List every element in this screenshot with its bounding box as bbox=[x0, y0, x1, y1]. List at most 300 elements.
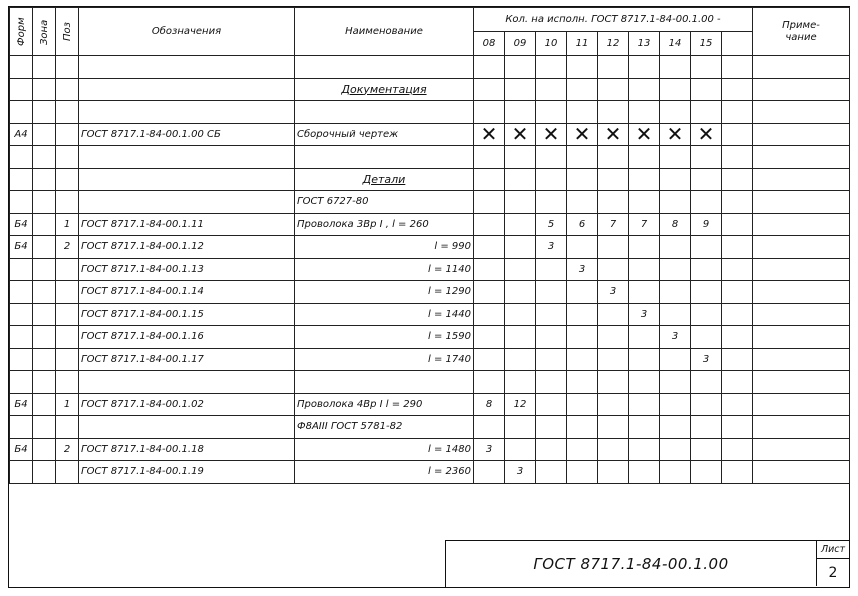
header-variant-12: 12 bbox=[598, 32, 629, 56]
cell-empty bbox=[753, 101, 850, 124]
cell-qty bbox=[474, 258, 505, 281]
header-name: Наименование bbox=[295, 8, 474, 56]
table-row bbox=[10, 326, 850, 349]
cell-empty bbox=[722, 146, 753, 169]
cell-designation: ГОСТ 8717.1-84-00.1.12 bbox=[79, 236, 295, 259]
cell-empty bbox=[56, 146, 79, 169]
cell-empty bbox=[536, 371, 567, 394]
table-row bbox=[10, 123, 850, 146]
specification-body bbox=[10, 56, 850, 484]
cell-note bbox=[753, 326, 850, 349]
cell-qty bbox=[722, 348, 753, 371]
cell-qty bbox=[536, 258, 567, 281]
table-row bbox=[10, 168, 850, 191]
cell-pos: 2 bbox=[56, 236, 79, 259]
cell-qty bbox=[629, 326, 660, 349]
cell-name: Сборочный чертеж bbox=[295, 123, 474, 146]
cell-pos bbox=[56, 348, 79, 371]
cell-qty bbox=[722, 326, 753, 349]
cell-pos bbox=[56, 258, 79, 281]
cell-qty bbox=[629, 236, 660, 259]
cell-qty bbox=[567, 348, 598, 371]
cell-qty bbox=[536, 348, 567, 371]
cell-designation: ГОСТ 8717.1-84-00.1.19 bbox=[79, 461, 295, 484]
header-variant-09: 09 bbox=[505, 32, 536, 56]
cell-empty bbox=[567, 78, 598, 101]
table-row bbox=[10, 393, 850, 416]
cell-qty bbox=[722, 416, 753, 439]
cell-qty bbox=[505, 326, 536, 349]
cell-qty bbox=[567, 416, 598, 439]
cell-qty bbox=[536, 281, 567, 304]
cell-name: Проволока 4Вр I l = 290 bbox=[295, 393, 474, 416]
table-row bbox=[10, 146, 850, 169]
cell-empty bbox=[660, 56, 691, 79]
header-note: Приме- чание bbox=[753, 8, 850, 56]
cell-qty bbox=[474, 326, 505, 349]
cell-empty bbox=[33, 371, 56, 394]
cell-empty bbox=[505, 146, 536, 169]
cell-pos bbox=[56, 281, 79, 304]
table-row bbox=[10, 438, 850, 461]
cell-designation: ГОСТ 8717.1-84-00.1.18 bbox=[79, 438, 295, 461]
title-block bbox=[445, 540, 849, 587]
cell-zone bbox=[33, 123, 56, 146]
cell-empty bbox=[753, 146, 850, 169]
cell-designation bbox=[79, 191, 295, 214]
cell-empty bbox=[474, 371, 505, 394]
cell-qty bbox=[536, 393, 567, 416]
cell-pos: 1 bbox=[56, 393, 79, 416]
cell-qty: 12 bbox=[505, 393, 536, 416]
cell-qty bbox=[660, 416, 691, 439]
cell-qty bbox=[629, 281, 660, 304]
cell-note bbox=[753, 281, 850, 304]
sheet-number: 2 bbox=[828, 565, 838, 581]
cell-empty bbox=[33, 168, 56, 191]
cell-qty bbox=[505, 348, 536, 371]
cell-qty bbox=[598, 438, 629, 461]
cell-empty bbox=[79, 56, 295, 79]
cell-qty: 7 bbox=[598, 213, 629, 236]
cell-empty bbox=[474, 168, 505, 191]
cell-format: А4 bbox=[10, 123, 33, 146]
table-row bbox=[10, 371, 850, 394]
cell-empty bbox=[295, 101, 474, 124]
cell-empty bbox=[79, 78, 295, 101]
table-row bbox=[10, 281, 850, 304]
cell-qty: 3 bbox=[598, 281, 629, 304]
cell-qty bbox=[505, 236, 536, 259]
cell-qty: 3 bbox=[660, 326, 691, 349]
cell-qty bbox=[660, 236, 691, 259]
cell-empty bbox=[536, 56, 567, 79]
cell-pos: 2 bbox=[56, 438, 79, 461]
cell-zone bbox=[33, 393, 56, 416]
cell-empty bbox=[33, 101, 56, 124]
cell-empty bbox=[474, 101, 505, 124]
cell-zone bbox=[33, 416, 56, 439]
cell-empty bbox=[691, 101, 722, 124]
cell-designation: ГОСТ 8717.1-84-00.1.15 bbox=[79, 303, 295, 326]
cell-zone bbox=[33, 236, 56, 259]
cell-qty bbox=[691, 236, 722, 259]
cell-pos: 1 bbox=[56, 213, 79, 236]
cell-qty bbox=[598, 348, 629, 371]
header-variant-15: 15 bbox=[691, 32, 722, 56]
cell-qty bbox=[474, 416, 505, 439]
cell-pos bbox=[56, 303, 79, 326]
cell-empty bbox=[33, 78, 56, 101]
cell-empty bbox=[536, 146, 567, 169]
cell-qty bbox=[598, 258, 629, 281]
cell-note bbox=[753, 461, 850, 484]
cell-empty bbox=[79, 146, 295, 169]
cell-designation: ГОСТ 8717.1-84-00.1.00 СБ bbox=[79, 123, 295, 146]
cell-empty bbox=[691, 168, 722, 191]
cell-qty: 3 bbox=[567, 258, 598, 281]
cell-format bbox=[10, 416, 33, 439]
cell-empty bbox=[722, 168, 753, 191]
cell-empty bbox=[536, 78, 567, 101]
cell-qty bbox=[474, 281, 505, 304]
cell-qty bbox=[567, 393, 598, 416]
cell-qty bbox=[691, 438, 722, 461]
cell-qty bbox=[722, 281, 753, 304]
header-format: Форм bbox=[10, 8, 33, 56]
cell-name: Проволока 3Вр I , l = 260 bbox=[295, 213, 474, 236]
cell-qty: 3 bbox=[474, 438, 505, 461]
cell-pos bbox=[56, 461, 79, 484]
cell-zone bbox=[33, 348, 56, 371]
cell-note bbox=[753, 258, 850, 281]
cell-qty bbox=[598, 461, 629, 484]
cell-qty bbox=[722, 393, 753, 416]
cell-empty bbox=[722, 78, 753, 101]
cell-qty bbox=[474, 461, 505, 484]
cell-qty: ✕ bbox=[691, 123, 722, 146]
cell-qty bbox=[722, 213, 753, 236]
cell-qty bbox=[505, 281, 536, 304]
cell-qty bbox=[660, 303, 691, 326]
cell-qty: ✕ bbox=[629, 123, 660, 146]
cell-qty bbox=[474, 213, 505, 236]
section-heading: Документация bbox=[295, 78, 474, 101]
cell-empty bbox=[598, 146, 629, 169]
cell-note bbox=[753, 303, 850, 326]
specification-table bbox=[9, 7, 850, 484]
cell-empty bbox=[567, 146, 598, 169]
cell-format bbox=[10, 348, 33, 371]
cell-qty bbox=[691, 393, 722, 416]
cell-empty bbox=[722, 371, 753, 394]
cell-qty bbox=[536, 191, 567, 214]
cell-note bbox=[753, 213, 850, 236]
cell-empty bbox=[505, 371, 536, 394]
cell-empty bbox=[753, 78, 850, 101]
cell-qty: ✕ bbox=[567, 123, 598, 146]
cell-qty bbox=[660, 393, 691, 416]
cell-qty bbox=[691, 258, 722, 281]
header-row-1 bbox=[10, 8, 850, 32]
cell-empty bbox=[474, 146, 505, 169]
cell-qty: 3 bbox=[505, 461, 536, 484]
cell-format: Б4 bbox=[10, 213, 33, 236]
cell-empty bbox=[505, 78, 536, 101]
cell-qty: ✕ bbox=[598, 123, 629, 146]
cell-qty bbox=[536, 303, 567, 326]
cell-name: l = 990 bbox=[295, 236, 474, 259]
table-row bbox=[10, 191, 850, 214]
cell-empty bbox=[33, 56, 56, 79]
table-row bbox=[10, 236, 850, 259]
cell-note bbox=[753, 191, 850, 214]
cell-qty bbox=[629, 191, 660, 214]
cell-qty bbox=[536, 438, 567, 461]
cell-qty bbox=[691, 191, 722, 214]
header-pos: Поз bbox=[56, 8, 79, 56]
cell-qty bbox=[660, 191, 691, 214]
cell-zone bbox=[33, 326, 56, 349]
cell-designation: ГОСТ 8717.1-84-00.1.17 bbox=[79, 348, 295, 371]
cell-zone bbox=[33, 213, 56, 236]
cell-qty: 3 bbox=[691, 348, 722, 371]
cell-empty bbox=[536, 101, 567, 124]
cell-qty: 7 bbox=[629, 213, 660, 236]
cell-designation: ГОСТ 8717.1-84-00.1.11 bbox=[79, 213, 295, 236]
cell-qty bbox=[505, 191, 536, 214]
header-qty-title: Кол. на исполн. ГОСТ 8717.1-84-00.1.00 - bbox=[474, 8, 753, 32]
cell-designation: ГОСТ 8717.1-84-00.1.16 bbox=[79, 326, 295, 349]
cell-qty bbox=[629, 348, 660, 371]
cell-qty bbox=[474, 348, 505, 371]
cell-qty bbox=[629, 461, 660, 484]
cell-empty bbox=[10, 101, 33, 124]
cell-empty bbox=[567, 168, 598, 191]
cell-empty bbox=[505, 168, 536, 191]
cell-zone bbox=[33, 258, 56, 281]
cell-format bbox=[10, 281, 33, 304]
cell-qty bbox=[691, 281, 722, 304]
cell-empty bbox=[33, 146, 56, 169]
cell-zone bbox=[33, 461, 56, 484]
cell-empty bbox=[474, 56, 505, 79]
cell-empty bbox=[691, 371, 722, 394]
cell-qty: ✕ bbox=[505, 123, 536, 146]
cell-qty: ✕ bbox=[660, 123, 691, 146]
table-row bbox=[10, 78, 850, 101]
cell-name: l = 1480 bbox=[295, 438, 474, 461]
cell-empty bbox=[56, 56, 79, 79]
cell-empty bbox=[10, 371, 33, 394]
cell-empty bbox=[629, 101, 660, 124]
cell-empty bbox=[722, 101, 753, 124]
cell-empty bbox=[536, 168, 567, 191]
cell-designation bbox=[79, 416, 295, 439]
cell-empty bbox=[567, 56, 598, 79]
section-heading: Детали bbox=[295, 168, 474, 191]
cell-name: ГОСТ 6727-80 bbox=[295, 191, 474, 214]
cell-qty bbox=[598, 416, 629, 439]
header-variant-10: 10 bbox=[536, 32, 567, 56]
title-block-sheet bbox=[816, 541, 849, 586]
cell-qty bbox=[691, 416, 722, 439]
table-row bbox=[10, 416, 850, 439]
cell-note bbox=[753, 393, 850, 416]
cell-qty bbox=[722, 438, 753, 461]
cell-note bbox=[753, 438, 850, 461]
cell-qty bbox=[629, 258, 660, 281]
cell-pos bbox=[56, 191, 79, 214]
cell-qty bbox=[505, 416, 536, 439]
cell-qty bbox=[629, 393, 660, 416]
header-variant-11: 11 bbox=[567, 32, 598, 56]
cell-qty: 9 bbox=[691, 213, 722, 236]
header-variant-08: 08 bbox=[474, 32, 505, 56]
cell-empty bbox=[629, 146, 660, 169]
cell-qty bbox=[722, 303, 753, 326]
cell-qty: 3 bbox=[629, 303, 660, 326]
cell-note bbox=[753, 416, 850, 439]
cell-note bbox=[753, 123, 850, 146]
cell-empty bbox=[10, 78, 33, 101]
cell-qty: 8 bbox=[474, 393, 505, 416]
cell-qty bbox=[505, 258, 536, 281]
cell-empty bbox=[722, 56, 753, 79]
cell-empty bbox=[660, 371, 691, 394]
cell-format bbox=[10, 303, 33, 326]
cell-name: l = 1740 bbox=[295, 348, 474, 371]
cell-empty bbox=[10, 146, 33, 169]
cell-qty bbox=[691, 303, 722, 326]
header-variant-13: 13 bbox=[629, 32, 660, 56]
cell-format: Б4 bbox=[10, 438, 33, 461]
cell-empty bbox=[56, 371, 79, 394]
cell-qty: ✕ bbox=[536, 123, 567, 146]
cell-name: l = 1440 bbox=[295, 303, 474, 326]
cell-qty bbox=[536, 416, 567, 439]
table-row bbox=[10, 56, 850, 79]
cell-empty bbox=[753, 56, 850, 79]
cell-qty bbox=[598, 303, 629, 326]
header-variant-empty bbox=[722, 32, 753, 56]
cell-qty bbox=[505, 303, 536, 326]
cell-empty bbox=[691, 146, 722, 169]
cell-empty bbox=[56, 101, 79, 124]
cell-name: l = 1290 bbox=[295, 281, 474, 304]
cell-qty bbox=[660, 461, 691, 484]
cell-empty bbox=[660, 168, 691, 191]
cell-empty bbox=[598, 168, 629, 191]
cell-empty bbox=[691, 78, 722, 101]
cell-empty bbox=[79, 371, 295, 394]
cell-empty bbox=[598, 371, 629, 394]
cell-format bbox=[10, 326, 33, 349]
cell-qty: 3 bbox=[536, 236, 567, 259]
cell-empty bbox=[79, 168, 295, 191]
cell-empty bbox=[295, 56, 474, 79]
cell-format: Б4 bbox=[10, 236, 33, 259]
cell-qty bbox=[722, 258, 753, 281]
cell-empty bbox=[660, 146, 691, 169]
cell-format: Б4 bbox=[10, 393, 33, 416]
cell-qty bbox=[474, 303, 505, 326]
cell-empty bbox=[598, 56, 629, 79]
cell-empty bbox=[753, 168, 850, 191]
cell-qty: ✕ bbox=[474, 123, 505, 146]
cell-empty bbox=[629, 56, 660, 79]
cell-pos bbox=[56, 416, 79, 439]
cell-qty bbox=[598, 326, 629, 349]
cell-qty bbox=[536, 326, 567, 349]
cell-format bbox=[10, 258, 33, 281]
header-zone: Зона bbox=[33, 8, 56, 56]
cell-qty bbox=[567, 236, 598, 259]
cell-zone bbox=[33, 191, 56, 214]
cell-name: l = 1140 bbox=[295, 258, 474, 281]
cell-empty bbox=[691, 56, 722, 79]
cell-qty bbox=[660, 258, 691, 281]
cell-format bbox=[10, 461, 33, 484]
cell-empty bbox=[505, 101, 536, 124]
cell-zone bbox=[33, 438, 56, 461]
cell-qty bbox=[660, 348, 691, 371]
cell-empty bbox=[56, 78, 79, 101]
cell-qty bbox=[629, 438, 660, 461]
cell-zone bbox=[33, 303, 56, 326]
cell-qty bbox=[505, 438, 536, 461]
cell-qty bbox=[598, 393, 629, 416]
cell-empty bbox=[660, 78, 691, 101]
cell-empty bbox=[753, 371, 850, 394]
cell-designation: ГОСТ 8717.1-84-00.1.14 bbox=[79, 281, 295, 304]
cell-qty bbox=[474, 191, 505, 214]
cell-empty bbox=[10, 56, 33, 79]
cell-qty bbox=[691, 461, 722, 484]
cell-qty bbox=[567, 326, 598, 349]
cell-name: l = 1590 bbox=[295, 326, 474, 349]
cell-qty bbox=[567, 281, 598, 304]
cell-qty bbox=[474, 236, 505, 259]
cell-designation: ГОСТ 8717.1-84-00.1.13 bbox=[79, 258, 295, 281]
cell-pos bbox=[56, 326, 79, 349]
cell-qty bbox=[691, 326, 722, 349]
cell-qty bbox=[598, 236, 629, 259]
cell-qty bbox=[660, 438, 691, 461]
cell-qty bbox=[536, 461, 567, 484]
cell-qty bbox=[629, 416, 660, 439]
cell-qty bbox=[722, 123, 753, 146]
cell-zone bbox=[33, 281, 56, 304]
cell-empty bbox=[295, 146, 474, 169]
cell-empty bbox=[567, 101, 598, 124]
cell-empty bbox=[10, 168, 33, 191]
cell-qty bbox=[722, 236, 753, 259]
cell-qty: 8 bbox=[660, 213, 691, 236]
sheet-label: Лист bbox=[817, 541, 849, 559]
spec-sheet bbox=[8, 6, 850, 588]
cell-qty bbox=[567, 303, 598, 326]
cell-empty bbox=[295, 371, 474, 394]
table-row bbox=[10, 348, 850, 371]
cell-note bbox=[753, 236, 850, 259]
cell-empty bbox=[629, 371, 660, 394]
cell-qty bbox=[722, 461, 753, 484]
table-row bbox=[10, 461, 850, 484]
title-block-document: ГОСТ 8717.1-84-00.1.00 bbox=[533, 554, 729, 573]
cell-qty: 6 bbox=[567, 213, 598, 236]
table-row bbox=[10, 101, 850, 124]
